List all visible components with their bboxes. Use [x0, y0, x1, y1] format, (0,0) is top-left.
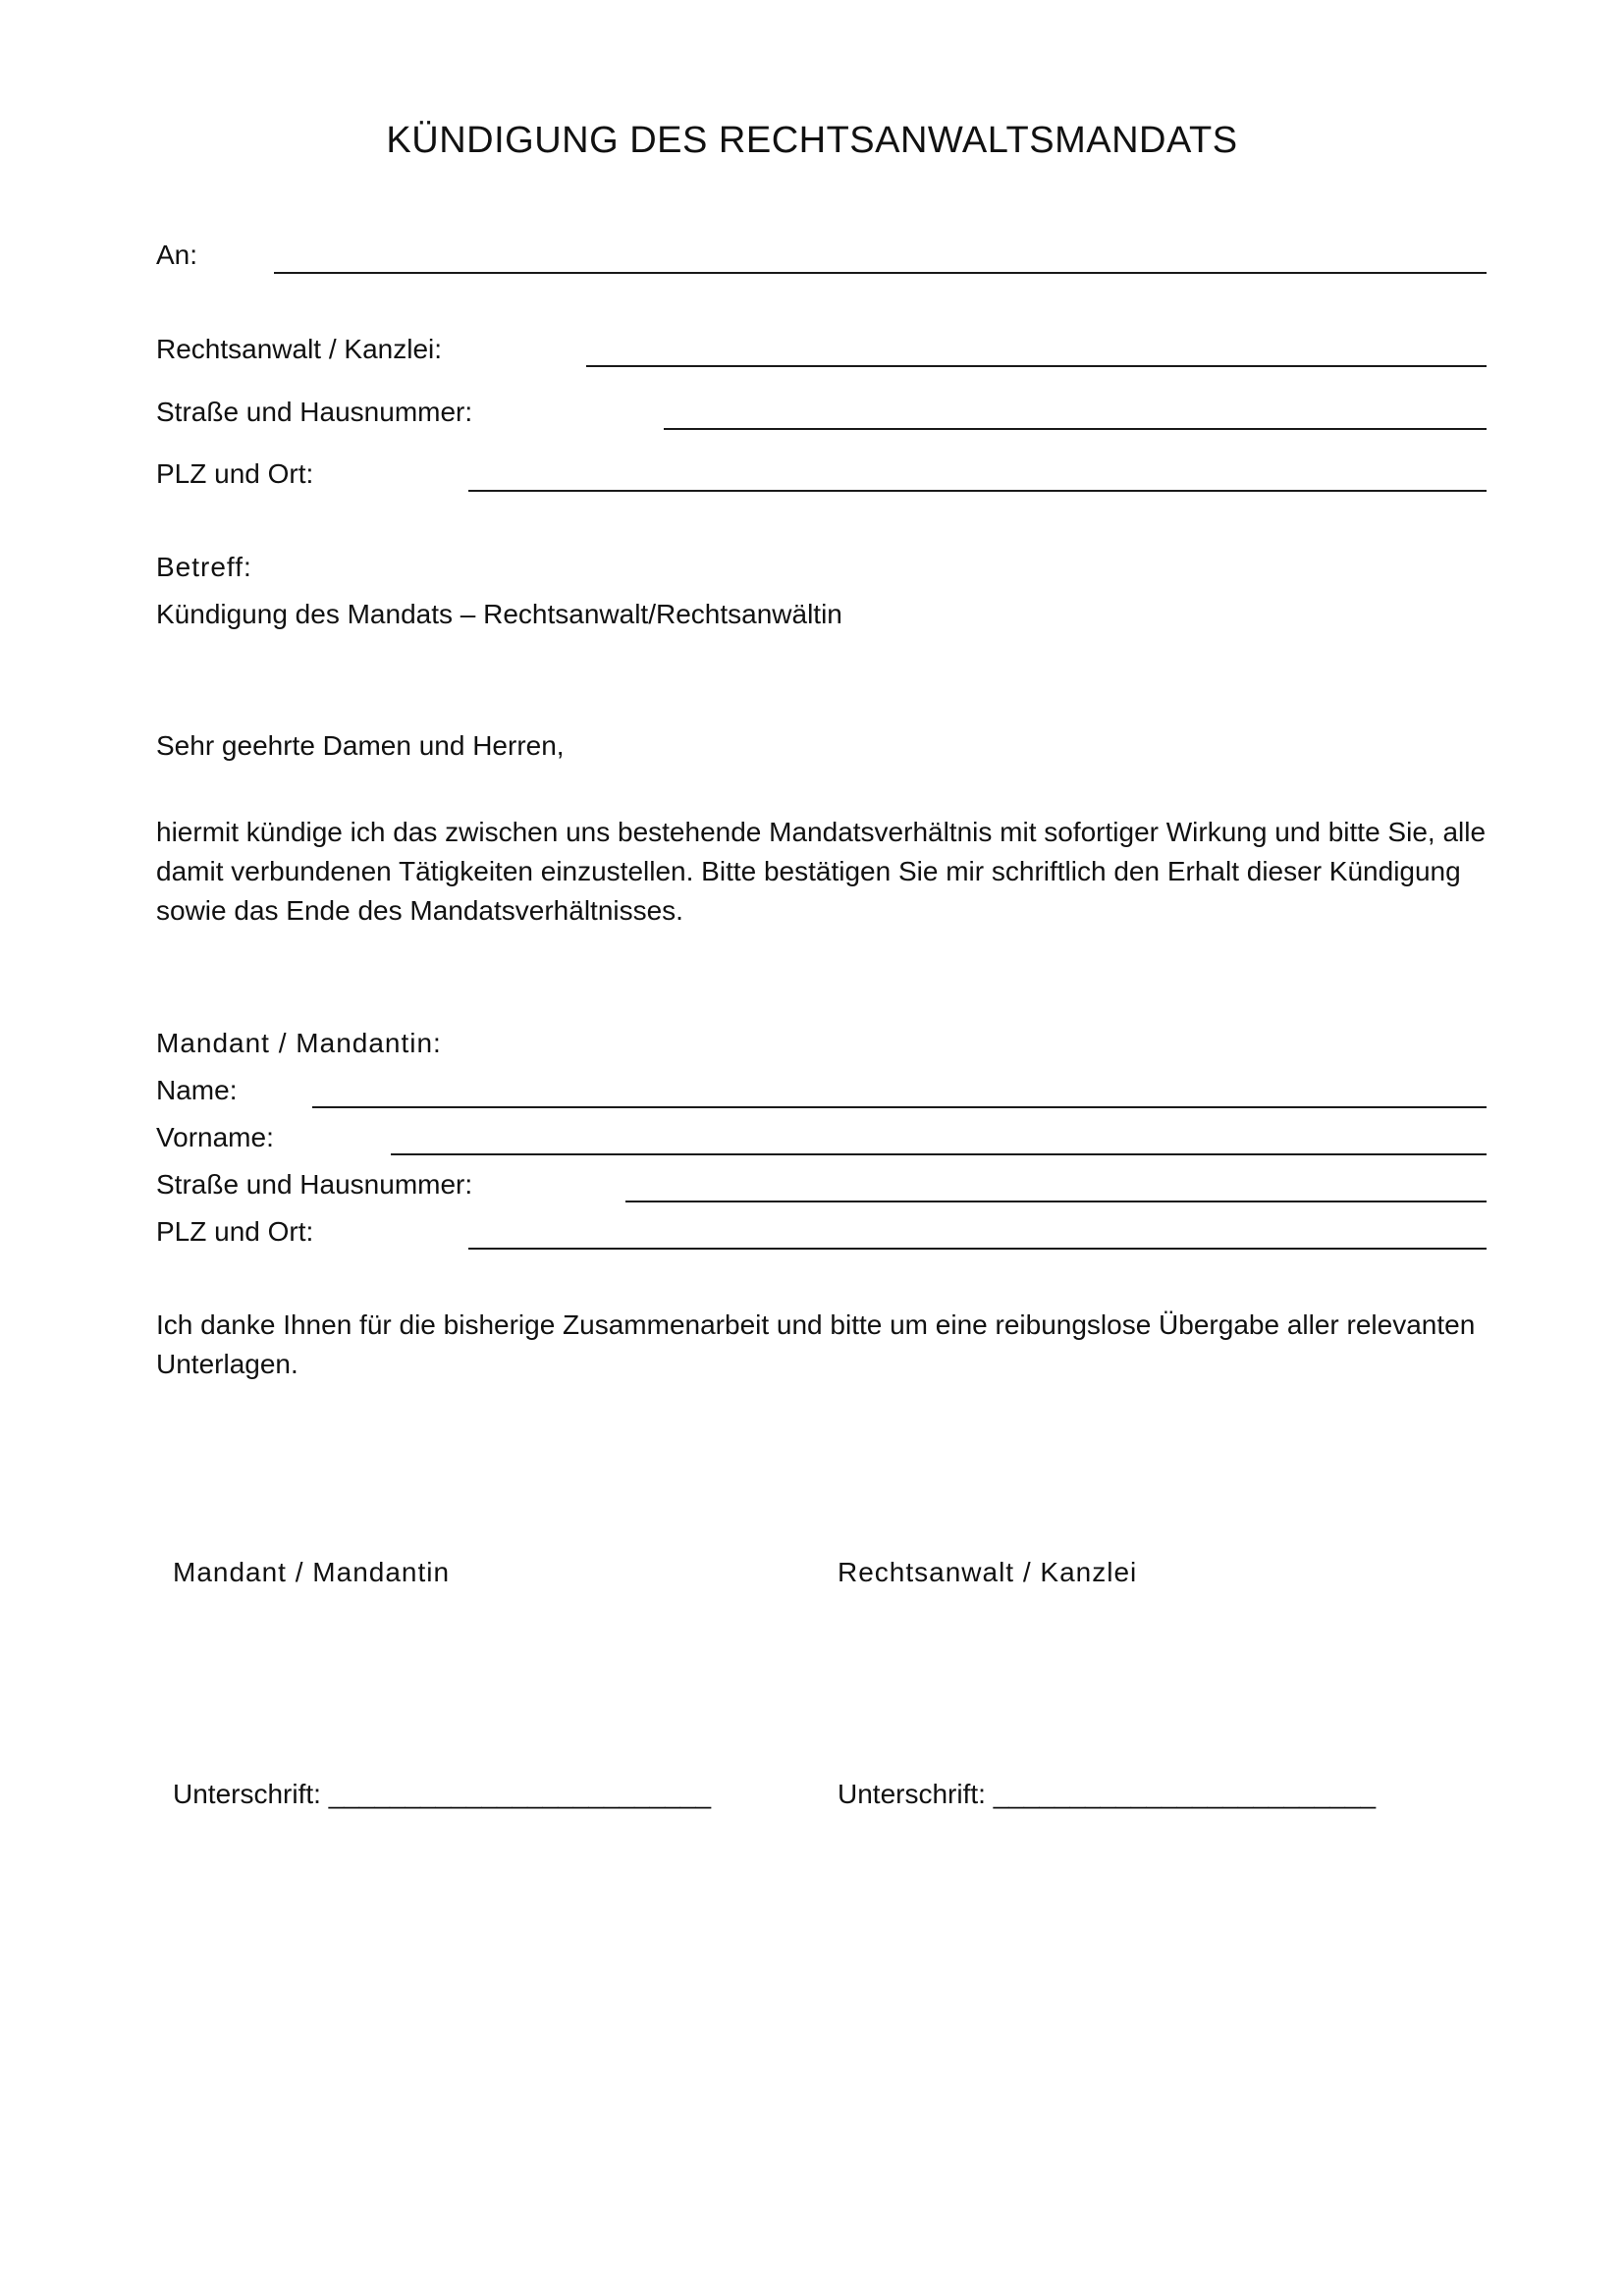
client-signature-field[interactable]: Unterschrift: _________________________	[173, 1779, 712, 1809]
client-street-field-line[interactable]	[625, 1201, 1487, 1202]
recipient-street-field-line[interactable]	[664, 428, 1487, 430]
lawyer-signature-heading: Rechtsanwalt / Kanzlei	[838, 1557, 1138, 1587]
lawyer-field-line[interactable]	[586, 365, 1487, 367]
client-name-field-line[interactable]	[312, 1106, 1487, 1108]
to-label: An:	[156, 240, 198, 270]
client-city-field-line[interactable]	[468, 1248, 1487, 1250]
recipient-city-label: PLZ und Ort:	[156, 458, 314, 489]
client-signature-heading: Mandant / Mandantin	[173, 1557, 451, 1587]
lawyer-signature-field[interactable]: Unterschrift: _________________________	[838, 1779, 1377, 1809]
to-field-line[interactable]	[274, 272, 1487, 274]
lawyer-label: Rechtsanwalt / Kanzlei:	[156, 334, 443, 364]
closing-paragraph: Ich danke Ihnen für die bisherige Zusammenarbeit und bitte um eine reibungslose Übergabe aller relevanten Unterlagen.	[156, 1309, 1476, 1379]
salutation: Sehr geehrte Damen und Herren,	[156, 730, 565, 761]
document-title: KÜNDIGUNG DES RECHTSANWALTSMANDATS	[386, 120, 1238, 161]
client-street-label: Straße und Hausnummer:	[156, 1169, 473, 1200]
subject-label: Betreff:	[156, 552, 252, 582]
subject-text: Kündigung des Mandats – Rechtsanwalt/Rechtsanwältin	[156, 599, 842, 629]
recipient-city-field-line[interactable]	[468, 490, 1487, 492]
client-heading: Mandant / Mandantin:	[156, 1028, 442, 1058]
client-city-label: PLZ und Ort:	[156, 1216, 314, 1247]
client-firstname-field-line[interactable]	[391, 1153, 1487, 1155]
client-name-label: Name:	[156, 1075, 238, 1105]
recipient-street-label: Straße und Hausnummer:	[156, 397, 473, 427]
body-paragraph: hiermit kündige ich das zwischen uns bestehende Mandatsverhältnis mit sofortiger Wirkung und bitte Sie, alle damit verbundenen Tätigkeiten einzustellen. Bitte bestätigen Sie mir schriftlich den Erhalt dieser Kündigung sowie das Ende des Mandatsverhältnisses.	[156, 817, 1487, 926]
client-firstname-label: Vorname:	[156, 1122, 274, 1152]
